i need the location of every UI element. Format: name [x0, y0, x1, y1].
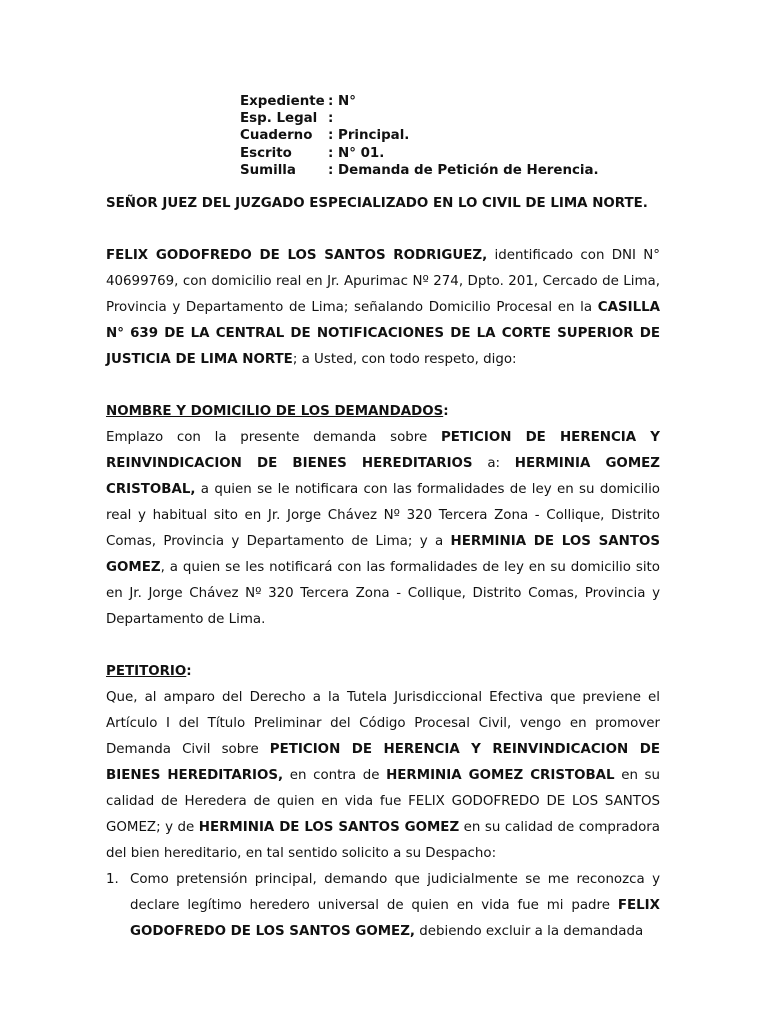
- intro-text-end: ; a Usted, con todo respeto, digo:: [292, 352, 517, 367]
- addressee: SEÑOR JUEZ DEL JUZGADO ESPECIALIZADO EN LO CIVIL DE LIMA NORTE.: [106, 196, 648, 211]
- header-row-sumilla: [240, 162, 599, 179]
- section-heading-demandados: [106, 399, 660, 425]
- header-label: Escrito: [240, 145, 292, 161]
- document-body: [106, 191, 660, 945]
- header-row-escrito: [240, 145, 599, 162]
- heading-colon: :: [186, 664, 192, 679]
- bold-text: PETICION DE HERENCIA Y REINVINDICACION DE BIENES HEREDITARIOS: [106, 430, 660, 471]
- person-name: FELIX GODOFREDO DE LOS SANTOS GOMEZ,: [130, 898, 660, 939]
- defendant-name: HERMINIA GOMEZ CRISTOBAL,: [106, 456, 660, 497]
- defendant-name: HERMINIA DE LOS SANTOS GOMEZ: [106, 534, 660, 575]
- defendant-name: HERMINIA DE LOS SANTOS GOMEZ: [198, 820, 460, 835]
- bold-text: PETICION DE HERENCIA Y REINVINDICACION DE BIENES HEREDITARIOS,: [106, 742, 660, 783]
- section-heading-petitorio: [106, 659, 660, 685]
- header-value: : Principal.: [328, 128, 410, 144]
- petitorio-paragraph: [106, 685, 660, 867]
- heading-colon: :: [443, 404, 449, 419]
- demandados-paragraph: [106, 425, 660, 633]
- header-label: Sumilla: [240, 162, 296, 178]
- text: a:: [472, 456, 515, 471]
- text: en su calidad de compradora del bien hereditario, en tal sentido solicito a su Despacho:: [106, 820, 660, 861]
- intro-text: identificado con DNI N° 40699769, con domicilio real en Jr. Apurimac Nº 274, Dpto. 201, Cercado de Lima, Provincia y Departamento de Lima; señalando Domicilio Procesal en la: [106, 248, 660, 315]
- plaintiff-name: FELIX GODOFREDO DE LOS SANTOS RODRIGUEZ,: [106, 248, 488, 263]
- header-value: : N°: [328, 94, 356, 109]
- header-row-expediente: [240, 93, 599, 110]
- section-heading: NOMBRE Y DOMICILIO DE LOS DEMANDADOS: [106, 404, 444, 419]
- header-label: Expediente: [240, 94, 325, 109]
- spacer: [106, 633, 660, 659]
- header-value: : Demanda de Petición de Herencia.: [328, 162, 599, 178]
- text: Como pretensión principal, demando que judicialmente se me reconozca y declare legítimo heredero universal de quien en vida fue mi padre: [130, 872, 660, 913]
- list-number: 1.: [106, 872, 119, 887]
- text: a quien se le notificara con las formalidades de ley en su domicilio real y habitual sito en Jr. Jorge Chávez Nº 320 Tercera Zona - Collique, Distrito Comas, Provincia y Departamento de Lima; y a: [106, 482, 660, 549]
- intro-paragraph: [106, 243, 660, 373]
- spacer: [106, 217, 660, 243]
- header-row-cuaderno: [240, 127, 599, 144]
- header-value: :: [328, 111, 334, 127]
- section-heading: PETITORIO: [106, 664, 187, 679]
- header-label: Esp. Legal: [240, 111, 318, 127]
- header-value: : N° 01.: [328, 145, 385, 161]
- casilla-text: CASILLA N° 639 DE LA CENTRAL DE NOTIFICACIONES DE LA CORTE SUPERIOR DE JUSTICIA DE LIMA NORTE: [106, 300, 660, 367]
- text: en su calidad de Heredera de quien en vida fue FELIX GODOFREDO DE LOS SANTOS GOMEZ; y de: [106, 768, 661, 835]
- list-text: [130, 867, 660, 945]
- text: en contra de: [283, 768, 387, 783]
- text: , a quien se les notificará con las formalidades de ley en su domicilio sito en Jr. Jorge Chávez Nº 320 Tercera Zona - Collique, Distrito Comas, Provincia y Departamento de Lima.: [106, 560, 660, 627]
- spacer: [106, 373, 660, 399]
- case-header: [240, 93, 599, 179]
- defendant-name: HERMINIA GOMEZ CRISTOBAL: [386, 768, 615, 783]
- list-item: [106, 867, 660, 945]
- header-row-esp-legal: [240, 110, 599, 127]
- header-label: Cuaderno: [240, 128, 313, 144]
- text: Que, al amparo del Derecho a la Tutela Jurisdiccional Efectiva que previene el Artículo I del Título Preliminar del Código Procesal Civil, vengo en promover Demanda Civil sobre: [106, 690, 660, 757]
- text: debiendo excluir a la demandada: [415, 924, 644, 939]
- petitorio-list: [106, 867, 660, 945]
- text: Emplazo con la presente demanda sobre: [106, 430, 441, 445]
